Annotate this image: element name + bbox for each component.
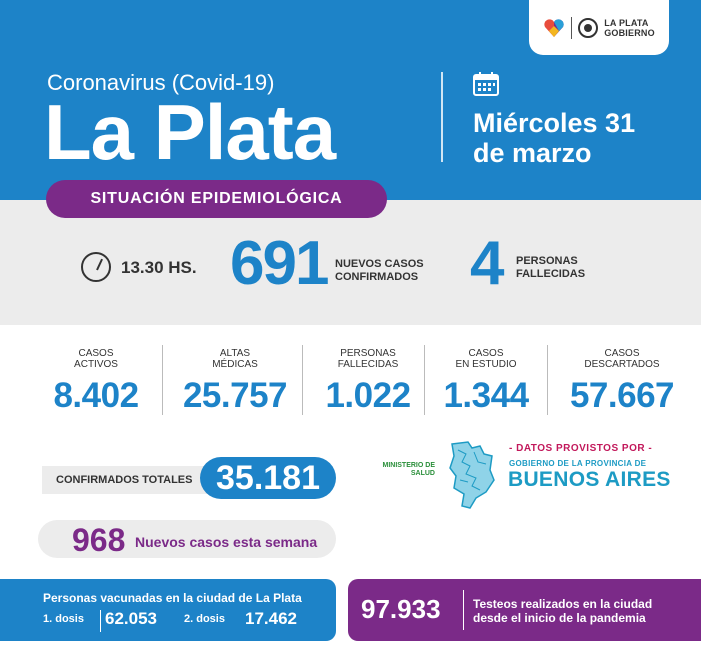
stat-label — [432, 348, 540, 372]
stat-value: 25.757 — [182, 376, 288, 415]
new-cases-label — [335, 258, 424, 284]
dose1-label: 1. dosis — [43, 613, 84, 625]
stat-divider — [302, 345, 303, 415]
stat-deaths-total — [314, 348, 422, 416]
subtitle: Coronavirus (Covid-19) — [47, 70, 275, 95]
dose2-label: 2. dosis — [184, 613, 225, 625]
dose1-value: 62.053 — [105, 609, 157, 628]
stat-label-1: CASOS — [78, 348, 114, 359]
province-map-icon — [446, 440, 496, 510]
calendar-icon — [473, 72, 499, 96]
stat-value: 57.667 — [569, 376, 675, 415]
vaccination-title: Personas vacunadas en la ciudad de La Plata — [43, 591, 302, 605]
deaths-label-2: FALLECIDAS — [516, 268, 586, 280]
stat-value: 1.022 — [325, 376, 411, 415]
stat-label — [46, 348, 146, 372]
stat-label — [176, 348, 294, 372]
confirmed-total-value: 35.181 — [200, 457, 336, 499]
date — [473, 108, 635, 168]
dose-divider — [100, 610, 101, 632]
province-name: BUENOS AIRES — [508, 468, 671, 491]
data-provided-by: - DATOS PROVISTOS POR - — [509, 443, 653, 454]
tests-label-1: Testeos realizados en la ciudad — [473, 597, 653, 611]
deaths-label — [516, 255, 585, 281]
clock-icon — [81, 252, 111, 282]
stat-active-cases — [46, 348, 146, 416]
stat-label — [558, 348, 686, 372]
stat-label — [314, 348, 422, 372]
ministerio-line-2: SALUD — [410, 470, 435, 477]
tests-label-2: desde el inicio de la pandemia — [473, 611, 646, 625]
province-government-label: GOBIERNO DE LA PROVINCIA DE — [509, 459, 647, 468]
stat-label-1: CASOS — [468, 348, 504, 359]
date-line-2: de marzo — [473, 138, 592, 168]
new-cases-label-2: CONFIRMADOS — [335, 271, 419, 283]
tests-label — [473, 597, 652, 625]
weekly-cases-label: Nuevos casos esta semana — [135, 534, 318, 550]
stat-label-2: FALLECIDAS — [337, 359, 399, 370]
report-time: 13.30 HS. — [121, 258, 197, 277]
heart-logo-icon — [543, 18, 565, 38]
page-title: La Plata — [44, 88, 336, 176]
logo-text — [604, 18, 655, 38]
stat-value: 1.344 — [443, 376, 529, 415]
logo-divider — [571, 17, 572, 39]
tests-value: 97.933 — [361, 594, 441, 624]
ministerio-logo-text — [375, 462, 435, 478]
weekly-cases-value: 968 — [72, 522, 126, 558]
logo-line-1: LA PLATA — [604, 17, 649, 28]
stat-label-2: MÉDICAS — [212, 359, 258, 370]
logo-box — [529, 0, 669, 55]
stat-discarded — [558, 348, 686, 416]
stat-divider — [162, 345, 163, 415]
stat-divider — [547, 345, 548, 415]
new-cases-value: 691 — [230, 229, 328, 298]
stat-label-2: ACTIVOS — [74, 359, 118, 370]
new-cases-label-1: NUEVOS CASOS — [335, 258, 424, 270]
tests-divider — [463, 590, 464, 630]
stat-label-1: ALTAS — [219, 348, 251, 359]
deaths-value: 4 — [470, 229, 505, 298]
stat-label-2: DESCARTADOS — [584, 359, 660, 370]
city-seal-icon — [578, 18, 598, 38]
stat-value: 8.402 — [53, 376, 139, 415]
stat-label-2: EN ESTUDIO — [455, 359, 517, 370]
logo-line-2: GOBIERNO — [604, 27, 655, 38]
stat-label-1: PERSONAS — [340, 348, 396, 359]
stat-divider — [424, 345, 425, 415]
dose2-value: 17.462 — [245, 609, 297, 628]
stat-under-study — [432, 348, 540, 416]
deaths-label-1: PERSONAS — [516, 255, 578, 267]
stat-medical-discharges — [176, 348, 294, 416]
section-pill: SITUACIÓN EPIDEMIOLÓGICA — [46, 180, 387, 218]
header-divider — [441, 72, 443, 162]
stat-label-1: CASOS — [604, 348, 640, 359]
date-line-1: Miércoles 31 — [473, 108, 636, 138]
ministerio-line-1: MINISTERIO DE — [382, 462, 435, 469]
confirmed-total-label: CONFIRMADOS TOTALES — [56, 474, 193, 486]
